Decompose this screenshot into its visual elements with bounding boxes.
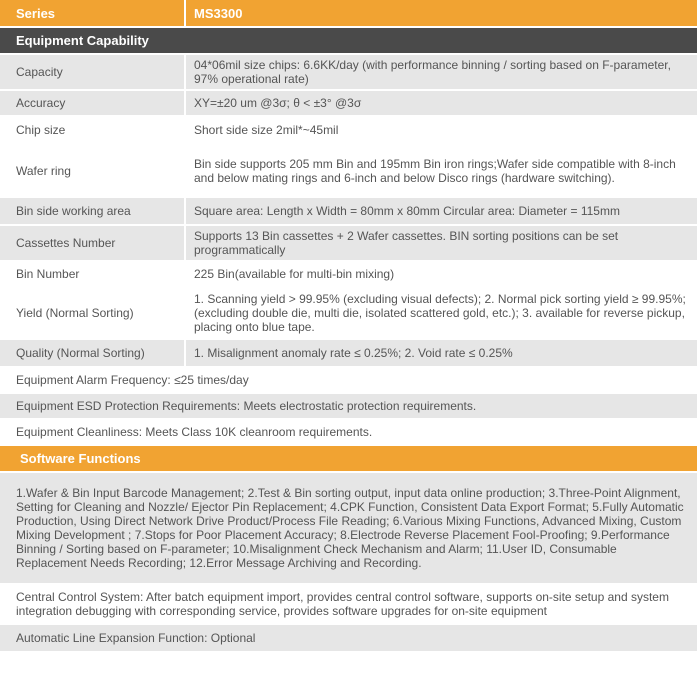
software-row-line-expansion: [0, 625, 697, 653]
spec-row-esd-protection: [0, 394, 697, 420]
software-row-central-control: [0, 585, 697, 625]
spec-value: Square area: Length x Width = 80mm x 80mm Circular area: Diameter = 115mm: [184, 198, 697, 224]
spec-label: Quality (Normal Sorting): [16, 346, 145, 360]
spec-row-accuracy: [0, 91, 697, 117]
software-text: 1.Wafer & Bin Input Barcode Management; 2.Test & Bin sorting output, input data online production; 3.Three-Point Alignment, Setting for Cleaning and Nozzle/ Ejector Pin Replacement; 4.CPK Function, Consistent Data Export Format; 5.Fully Automatic Production, Using Direct Network Drive Product/Process File Reading; 6.Various Mixing Functions, Advanced Mixing, Custom Mixing Development ; 7.Stops for Poor Placement Accuracy; 8.Electrode Reverse Placement Fool-Proofing; 9.Performance Binning / Sorting based on F-parameter; 10.Misalignment Check Mechanism and Alarm; 11.User ID, Consumable Replacement Needs Recording; 12.Error Message Archiving and Recording.: [16, 486, 684, 570]
spec-label: Chip size: [16, 123, 66, 137]
spec-label: Bin side working area: [16, 204, 131, 218]
spec-row-bin-side-working-area: [0, 198, 697, 226]
series-header-row: [0, 0, 697, 28]
spec-full-text: Equipment Alarm Frequency: ≤25 times/day: [16, 373, 249, 387]
spec-row-capacity: [0, 55, 697, 91]
spec-row-yield: [0, 288, 697, 340]
spec-label: Cassettes Number: [16, 236, 116, 250]
software-text: Central Control System: After batch equipment import, provides central control software, supports on-site setup and system integration debugging with corresponding service, provides software upgrades for on-site equipment: [16, 590, 669, 618]
spec-label: Capacity: [16, 65, 63, 79]
spec-row-chip-size: [0, 117, 697, 145]
spec-value: XY=±20 um @3σ; θ < ±3° @3σ: [184, 91, 697, 115]
spec-row-cleanliness: [0, 420, 697, 446]
series-value: MS3300: [184, 0, 697, 26]
software-functions-heading: Software Functions: [0, 446, 697, 473]
spec-value: Supports 13 Bin cassettes + 2 Wafer cassettes. BIN sorting positions can be set programmatically: [184, 226, 697, 260]
spec-full-text: Equipment Cleanliness: Meets Class 10K cleanroom requirements.: [16, 425, 373, 439]
spec-value: Short side size 2mil*~45mil: [184, 117, 697, 143]
spec-label: Bin Number: [16, 267, 80, 281]
spec-row-quality: [0, 340, 697, 368]
software-row-functions: [0, 473, 697, 585]
spec-row-bin-number: [0, 262, 697, 288]
spec-label: Yield (Normal Sorting): [16, 306, 134, 320]
spec-value: 1. Scanning yield > 99.95% (excluding visual defects); 2. Normal pick sorting yield ≥ 99.95%; (excluding double die, multi die, isolated scattered gold, etc.); 3. available for reverse pickup, placing onto blue tape.: [184, 288, 697, 338]
spec-value: 225 Bin(available for multi-bin mixing): [184, 262, 697, 286]
spec-value: 1. Misalignment anomaly rate ≤ 0.25%; 2. Void rate ≤ 0.25%: [184, 340, 697, 366]
spec-label: Accuracy: [16, 96, 66, 110]
spec-row-cassettes-number: [0, 226, 697, 262]
spec-value: Bin side supports 205 mm Bin and 195mm Bin iron rings;Wafer side compatible with 8-inch and below mating rings and 6-inch and below Disco rings (hardware switching).: [184, 145, 697, 196]
spec-full-text: Equipment ESD Protection Requirements: Meets electrostatic protection requirements.: [16, 399, 477, 413]
equipment-capability-heading: Equipment Capability: [0, 28, 697, 55]
spec-row-wafer-ring: [0, 145, 697, 198]
spec-label: Wafer ring: [16, 163, 71, 178]
spec-value: 04*06mil size chips: 6.6KK/day (with performance binning / sorting based on F-parameter, 97% operational rate): [184, 55, 697, 89]
software-text: Automatic Line Expansion Function: Optional: [16, 631, 256, 645]
spec-row-alarm-frequency: [0, 368, 697, 394]
series-label: Series: [16, 5, 56, 21]
